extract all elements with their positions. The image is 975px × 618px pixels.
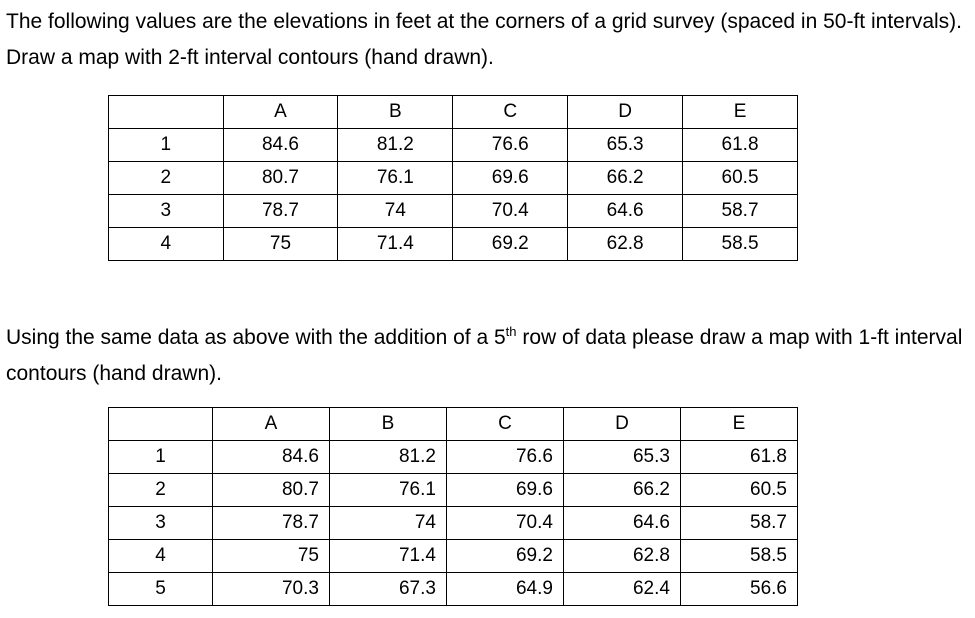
- header-cell: C: [446, 408, 563, 441]
- table-row: [109, 228, 798, 261]
- table-cell: 66.2: [563, 474, 680, 507]
- row-label: 3: [109, 195, 224, 228]
- table-cell: 71.4: [329, 540, 446, 573]
- header-cell: D: [568, 96, 683, 129]
- paragraph-text-start: Using the same data as above with the addition of a 5: [6, 326, 506, 349]
- table-cell: 84.6: [223, 129, 338, 162]
- table-cell: 60.5: [683, 162, 798, 195]
- table-cell: 80.7: [212, 474, 329, 507]
- table-cell: 62.8: [563, 540, 680, 573]
- table-cell: 76.6: [453, 129, 568, 162]
- table-cell: 64.9: [446, 573, 563, 606]
- table-header-row: [109, 96, 798, 129]
- table-cell: 62.8: [568, 228, 683, 261]
- header-cell: [109, 96, 224, 129]
- table-cell: 76.6: [446, 441, 563, 474]
- table-cell: 70.4: [446, 507, 563, 540]
- table-cell: 76.1: [329, 474, 446, 507]
- table-cell: 67.3: [329, 573, 446, 606]
- table-cell: 65.3: [568, 129, 683, 162]
- row-label: 2: [109, 474, 213, 507]
- ordinal-superscript: th: [505, 324, 517, 339]
- table-cell: 62.4: [563, 573, 680, 606]
- table-cell: 75: [223, 228, 338, 261]
- header-cell: E: [683, 96, 798, 129]
- table-cell: 64.6: [563, 507, 680, 540]
- table-row: [109, 129, 798, 162]
- table-cell: 66.2: [568, 162, 683, 195]
- table-cell: 78.7: [212, 507, 329, 540]
- header-cell: B: [338, 96, 453, 129]
- elevation-table-2: [108, 407, 798, 606]
- table-row: [109, 441, 798, 474]
- table-cell: 69.2: [453, 228, 568, 261]
- table-cell: 56.6: [680, 573, 797, 606]
- row-label: 5: [109, 573, 213, 606]
- paragraph-text-end: row of data please draw a map with 1-ft interval contours (hand drawn).: [6, 326, 963, 385]
- header-cell: B: [329, 408, 446, 441]
- table-cell: 80.7: [223, 162, 338, 195]
- table-cell: 84.6: [212, 441, 329, 474]
- table-row: [109, 507, 798, 540]
- table-cell: 58.7: [683, 195, 798, 228]
- row-label: 1: [109, 441, 213, 474]
- table-cell: 61.8: [683, 129, 798, 162]
- table-row: [109, 162, 798, 195]
- table-row: [109, 573, 798, 606]
- table-cell: 74: [338, 195, 453, 228]
- table-cell: 69.2: [446, 540, 563, 573]
- table-cell: 61.8: [680, 441, 797, 474]
- header-cell: A: [223, 96, 338, 129]
- table-cell: 81.2: [338, 129, 453, 162]
- header-cell: A: [212, 408, 329, 441]
- table-cell: 81.2: [329, 441, 446, 474]
- row-label: 3: [109, 507, 213, 540]
- table-row: [109, 195, 798, 228]
- table-cell: 74: [329, 507, 446, 540]
- header-cell: E: [680, 408, 797, 441]
- elevation-table-1: [108, 95, 798, 261]
- header-cell: [109, 408, 213, 441]
- table-cell: 70.4: [453, 195, 568, 228]
- row-label: 4: [109, 540, 213, 573]
- table-cell: 70.3: [212, 573, 329, 606]
- table-cell: 58.7: [680, 507, 797, 540]
- instruction-paragraph-1: The following values are the elevations in feet at the corners of a grid survey (spaced in 50-ft intervals). Draw a map with 2-ft interval contours (hand drawn).: [6, 10, 962, 69]
- row-label: 1: [109, 129, 224, 162]
- table-cell: 64.6: [568, 195, 683, 228]
- table-cell: 75: [212, 540, 329, 573]
- table-cell: 69.6: [453, 162, 568, 195]
- table-cell: 78.7: [223, 195, 338, 228]
- table-row: [109, 540, 798, 573]
- instruction-paragraph-2: [6, 314, 971, 392]
- table-cell: 76.1: [338, 162, 453, 195]
- table-header-row: [109, 408, 798, 441]
- table-cell: 60.5: [680, 474, 797, 507]
- table-cell: 65.3: [563, 441, 680, 474]
- row-label: 2: [109, 162, 224, 195]
- table-cell: 69.6: [446, 474, 563, 507]
- row-label: 4: [109, 228, 224, 261]
- table-cell: 71.4: [338, 228, 453, 261]
- header-cell: C: [453, 96, 568, 129]
- header-cell: D: [563, 408, 680, 441]
- table-cell: 58.5: [680, 540, 797, 573]
- table-cell: 58.5: [683, 228, 798, 261]
- table-row: [109, 474, 798, 507]
